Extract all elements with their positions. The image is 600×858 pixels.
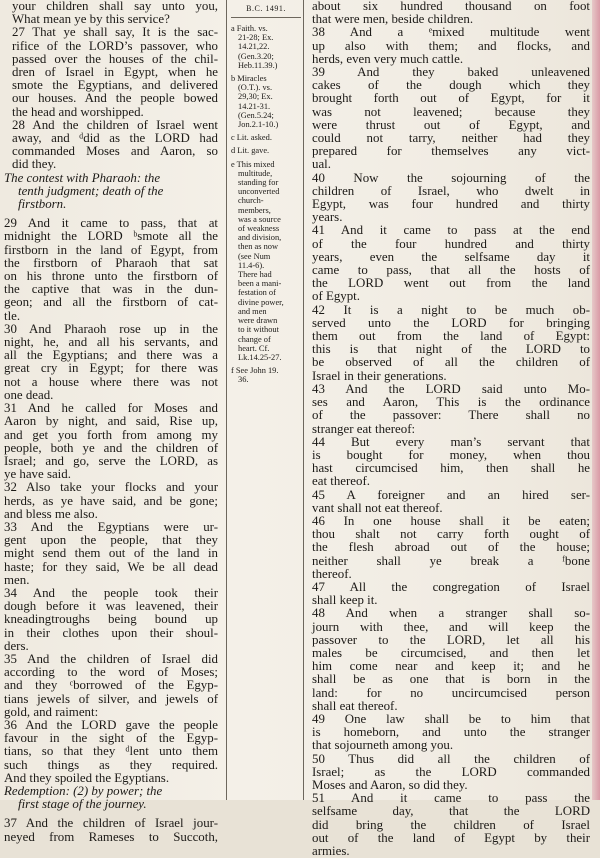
text-line: Egypt, was four hundred and thirty bbox=[312, 197, 590, 212]
text-line: 41 And it came to pass at the end bbox=[312, 223, 590, 238]
margin-note-row: were drawn bbox=[238, 316, 278, 326]
text-line: according to the word of Moses; bbox=[4, 665, 218, 680]
margin-note-row: was a source bbox=[238, 214, 281, 224]
text-line: hast circumcised him, then shall he bbox=[312, 461, 590, 476]
text-line: the head and worshipped. bbox=[12, 104, 144, 119]
margin-note-row: 29,30; Ex. bbox=[238, 92, 273, 102]
text-line: served unto the LORD for bringing bbox=[312, 315, 590, 330]
left-text-column bbox=[0, 0, 222, 844]
text-line: shall eat thereof. bbox=[312, 698, 398, 713]
text-line: years. bbox=[312, 210, 343, 225]
text-line: great cry in Egypt; for there was bbox=[4, 361, 218, 376]
margin-note-row: (Gen.3.20; bbox=[238, 51, 274, 61]
text-line: came to pass, that all the hosts of bbox=[312, 263, 590, 278]
text-line: such things as they required. bbox=[4, 757, 218, 772]
text-line: favour in the sight of the Egyp- bbox=[4, 731, 218, 746]
reference-margin-column bbox=[226, 0, 304, 800]
text-line: of Egypt. bbox=[312, 289, 360, 304]
margin-note-row: divine power, bbox=[238, 297, 284, 307]
text-line: gent upon the people, that they bbox=[4, 533, 218, 548]
text-line: prepared for themselves any vict- bbox=[312, 144, 590, 159]
text-line: is homeborn, and unto the stranger bbox=[312, 725, 590, 740]
text-line: them out from the land of Egypt: bbox=[312, 329, 590, 344]
text-line: your children shall say unto you, bbox=[12, 0, 218, 13]
text-line: 36 And the LORD gave the people bbox=[4, 717, 218, 732]
text-line: was not leavened; because they bbox=[312, 104, 590, 119]
margin-note-row: standing for bbox=[238, 178, 279, 188]
text-line: passover to the LORD, let all his bbox=[312, 632, 590, 647]
text-line: our houses. And the people bowed bbox=[12, 91, 218, 106]
text-line: shall keep it. bbox=[312, 593, 378, 608]
text-line: night, he, and all his servants, and bbox=[4, 335, 218, 350]
text-line: 34 And the people took their bbox=[4, 585, 218, 600]
text-line: out of the land of Egypt by their bbox=[312, 830, 590, 845]
text-line: shall be as one that is born in the bbox=[312, 672, 590, 687]
text-line: 31 And he called for Moses and bbox=[4, 401, 218, 416]
margin-note-row: church- bbox=[238, 196, 264, 206]
text-line: children of Israel, who dwelt in bbox=[312, 183, 590, 198]
text-line: Moses and Aaron, so did they. bbox=[312, 777, 468, 792]
margin-note-row: heart. Cf. bbox=[238, 343, 270, 353]
margin-note bbox=[231, 74, 301, 129]
section-heading: Redemption: (2) by power; the bbox=[4, 783, 163, 798]
text-line: this is that night of the LORD to bbox=[312, 342, 590, 357]
margin-date-header: B.C. 1491. bbox=[231, 2, 301, 18]
text-line: did bring the children of Israel bbox=[312, 817, 590, 832]
margin-note-row: Heb.11.39.) bbox=[238, 60, 278, 70]
text-line: ual. bbox=[312, 157, 331, 172]
text-line: that sojourneth among you. bbox=[312, 738, 454, 753]
text-line: gold, and raiment: bbox=[4, 704, 99, 719]
margin-note-row: and men bbox=[238, 306, 267, 316]
section-heading: tenth judgment; death of the bbox=[18, 183, 164, 198]
margin-note bbox=[231, 146, 301, 155]
text-line: 46 In one house shall it be eaten; bbox=[312, 513, 590, 528]
text-line: ye have said. bbox=[4, 467, 71, 482]
text-line: 42 It is a night to be much ob- bbox=[312, 302, 590, 317]
text-line: selfsame day, that the LORD bbox=[312, 804, 590, 819]
margin-notes bbox=[231, 24, 301, 385]
text-line: commanded Moses and Aaron, so bbox=[12, 144, 218, 159]
text-line: were thrust out of Egypt, and bbox=[312, 117, 590, 132]
text-line: tians, so that they ᵈlent unto them bbox=[4, 744, 218, 759]
margin-note-row: 14.21,22. bbox=[238, 42, 270, 52]
margin-note-row: 21-28; Ex. bbox=[238, 33, 274, 43]
text-line: dren of Israel in Egypt, when he bbox=[12, 65, 218, 80]
margin-note-row: festation of bbox=[238, 288, 276, 298]
text-line: 40 Now the sojourning of the bbox=[312, 170, 590, 185]
margin-note-row: (O.T.). vs. bbox=[238, 83, 273, 93]
text-line: brought forth out of Egypt, for it bbox=[312, 91, 590, 106]
margin-note-row: then as now bbox=[238, 242, 279, 252]
text-line: Aaron by night, and said, Rise up, bbox=[4, 414, 218, 429]
text-line: herds, as ye have said, and be gone; bbox=[4, 493, 218, 508]
text-line: 38 And a ᵉmixed multitude went bbox=[312, 25, 590, 40]
text-line: males be circumcised, and then let bbox=[312, 645, 590, 660]
text-line: 49 One law shall be to him that bbox=[312, 711, 590, 726]
text-line: Israel; and go, serve the LORD, as bbox=[4, 453, 218, 468]
page-edge bbox=[592, 0, 600, 800]
text-line: ses and Aaron, This is the ordinance bbox=[312, 395, 590, 410]
text-line: smote the Egyptians, and delivered bbox=[12, 78, 218, 93]
margin-note-row: been a mani- bbox=[238, 279, 282, 289]
text-line: of the four hundred and thirty bbox=[312, 236, 590, 251]
text-line: passed over the houses of the chil- bbox=[12, 51, 218, 66]
margin-note bbox=[231, 366, 301, 384]
margin-note-row: of weakness bbox=[238, 224, 280, 234]
text-line: 33 And the Egyptians were ur- bbox=[4, 519, 218, 534]
text-line: journ with thee, and will keep the bbox=[312, 619, 590, 634]
text-line: 44 But every man’s servant that bbox=[312, 434, 590, 449]
text-line: thereof. bbox=[312, 566, 352, 581]
margin-note-row: and division, bbox=[238, 233, 282, 243]
text-line: Israel in their generations. bbox=[312, 368, 447, 383]
text-line: men. bbox=[4, 572, 30, 587]
text-line: could not tarry, neither had they bbox=[312, 131, 590, 146]
text-line: up also with them; and flocks, and bbox=[312, 38, 590, 53]
text-line: eat thereof. bbox=[312, 474, 370, 489]
margin-note-row: 14.21-31. bbox=[238, 101, 271, 111]
text-line: 48 And when a stranger shall so- bbox=[312, 606, 590, 621]
text-line: And they spoiled the Egyptians. bbox=[4, 770, 170, 785]
text-line: tians jewels of silver, and jewels of bbox=[4, 691, 218, 706]
text-line: haste; for they said, We be all dead bbox=[4, 559, 218, 574]
text-line: 27 That ye shall say, It is the sac- bbox=[12, 25, 218, 40]
text-line: 50 Thus did all the children of bbox=[312, 751, 590, 766]
text-line: rifice of the LORD’s passover, who bbox=[12, 38, 218, 53]
text-line: did they. bbox=[12, 157, 57, 172]
text-line: away, and ᵈdid as the LORD had bbox=[12, 131, 218, 146]
text-line: about six hundred thousand on foot bbox=[312, 0, 590, 13]
margin-note-row: members, bbox=[238, 205, 271, 215]
text-line: thou shalt not carry forth ought of bbox=[312, 527, 590, 542]
text-line: 28 And the children of Israel went bbox=[12, 117, 218, 132]
text-line: the LORD went out from the land bbox=[312, 276, 590, 291]
text-line: armies. bbox=[312, 844, 350, 858]
margin-note-row: a Faith. vs. bbox=[231, 24, 268, 33]
margin-note-row: b Miracles bbox=[231, 74, 267, 84]
text-line: is bought for money, when thou bbox=[312, 447, 590, 462]
margin-note-row: Jon.2.1-10.) bbox=[238, 120, 279, 130]
text-line: 35 And the children of Israel did bbox=[4, 651, 218, 666]
margin-note-row: There had bbox=[238, 270, 272, 280]
text-line: neither shall ye break a ᶠbone bbox=[312, 553, 590, 568]
margin-note-row: Lk.14.25-27. bbox=[238, 352, 282, 362]
text-line: geon; and all the firstborn of cat- bbox=[4, 295, 218, 310]
text-line: neyed from Rameses to Succoth, bbox=[4, 829, 218, 844]
text-line: herds, even very much cattle. bbox=[312, 51, 464, 66]
margin-note-row: d Lit. gave. bbox=[231, 146, 270, 156]
text-line: the captive that was in the dun- bbox=[4, 282, 218, 297]
section-heading: The contest with Pharaoh: the bbox=[4, 170, 161, 185]
text-line: him come near and keep it; and he bbox=[312, 659, 590, 674]
text-line: 30 And Pharaoh rose up in the bbox=[4, 321, 218, 336]
text-line: and bless me also. bbox=[4, 506, 98, 521]
margin-note-row: c Lit. asked. bbox=[231, 133, 272, 143]
text-line: 37 And the children of Israel jour- bbox=[4, 816, 218, 831]
text-line: and get you forth from among my bbox=[4, 427, 218, 442]
text-line: years, even the selfsame day it bbox=[312, 249, 590, 264]
text-line: 32 Also take your flocks and your bbox=[4, 480, 218, 495]
text-line: 39 And they baked unleavened bbox=[312, 65, 590, 80]
margin-note-row: change of bbox=[238, 334, 271, 344]
text-line: and they ᶜborrowed of the Egyp- bbox=[4, 678, 218, 693]
text-line: midnight the LORD ᵇsmote all the bbox=[4, 229, 218, 244]
text-line: 29 And it came to pass, that at bbox=[4, 216, 218, 231]
text-line: ders. bbox=[4, 638, 29, 653]
text-line: be observed of all the children of bbox=[312, 355, 590, 370]
text-line: vant shall not eat thereof. bbox=[312, 500, 443, 515]
margin-note-row: unconverted bbox=[238, 187, 280, 197]
text-line: the firstborn of Pharaoh that sat bbox=[4, 255, 218, 270]
text-line: on his throne unto the firstborn of bbox=[4, 269, 218, 284]
text-line: dough before it was leavened, their bbox=[4, 599, 218, 614]
margin-note-row: 36. bbox=[238, 375, 249, 385]
text-line: firstborn in the land of Egypt, from bbox=[4, 242, 218, 257]
section-heading: firstborn. bbox=[18, 197, 67, 212]
text-line: land: for no uncircumcised person bbox=[312, 685, 590, 700]
text-line: all the Egyptians; and there was a bbox=[4, 348, 218, 363]
text-line: tle. bbox=[4, 308, 21, 323]
margin-note-row: multitude, bbox=[238, 168, 273, 178]
text-line: one dead. bbox=[4, 387, 54, 402]
margin-note bbox=[231, 160, 301, 362]
margin-note-row: 11.4-6). bbox=[238, 260, 265, 270]
text-line: cakes of the dough which they bbox=[312, 78, 590, 93]
text-line: Israel; as the LORD commanded bbox=[312, 764, 590, 779]
margin-note-row: to it without bbox=[238, 325, 279, 335]
text-line: of the passover: There shall no bbox=[312, 408, 590, 423]
text-line: 45 A foreigner and an hired ser- bbox=[312, 487, 590, 502]
margin-note-row: e This mixed bbox=[231, 159, 275, 169]
text-line: people, both ye and the children of bbox=[4, 440, 218, 455]
text-line: 47 All the congregation of Israel bbox=[312, 579, 590, 594]
text-line: in their clothes upon their shoul- bbox=[4, 625, 218, 640]
right-text-column bbox=[308, 0, 594, 858]
text-line: stranger eat thereof: bbox=[312, 421, 416, 436]
text-line: that were men, beside children. bbox=[312, 12, 474, 27]
margin-note bbox=[231, 24, 301, 70]
text-line: 43 And the LORD said unto Mo- bbox=[312, 381, 590, 396]
section-heading: first stage of the journey. bbox=[18, 797, 147, 812]
text-line: kneadingtroughs being bound up bbox=[4, 612, 218, 627]
margin-note-row: f See John 19. bbox=[231, 366, 279, 376]
text-line: not a house where there was not bbox=[4, 374, 218, 389]
margin-note-row: (see Num bbox=[238, 251, 271, 261]
text-line: the flesh abroad out of the house; bbox=[312, 540, 590, 555]
margin-note-row: (Gen.5.24; bbox=[238, 110, 274, 120]
text-line: 51 And it came to pass the bbox=[312, 791, 590, 806]
text-line: What mean ye by this service? bbox=[12, 12, 170, 27]
text-line: might send them out of the land in bbox=[4, 546, 218, 561]
margin-note bbox=[231, 133, 301, 142]
